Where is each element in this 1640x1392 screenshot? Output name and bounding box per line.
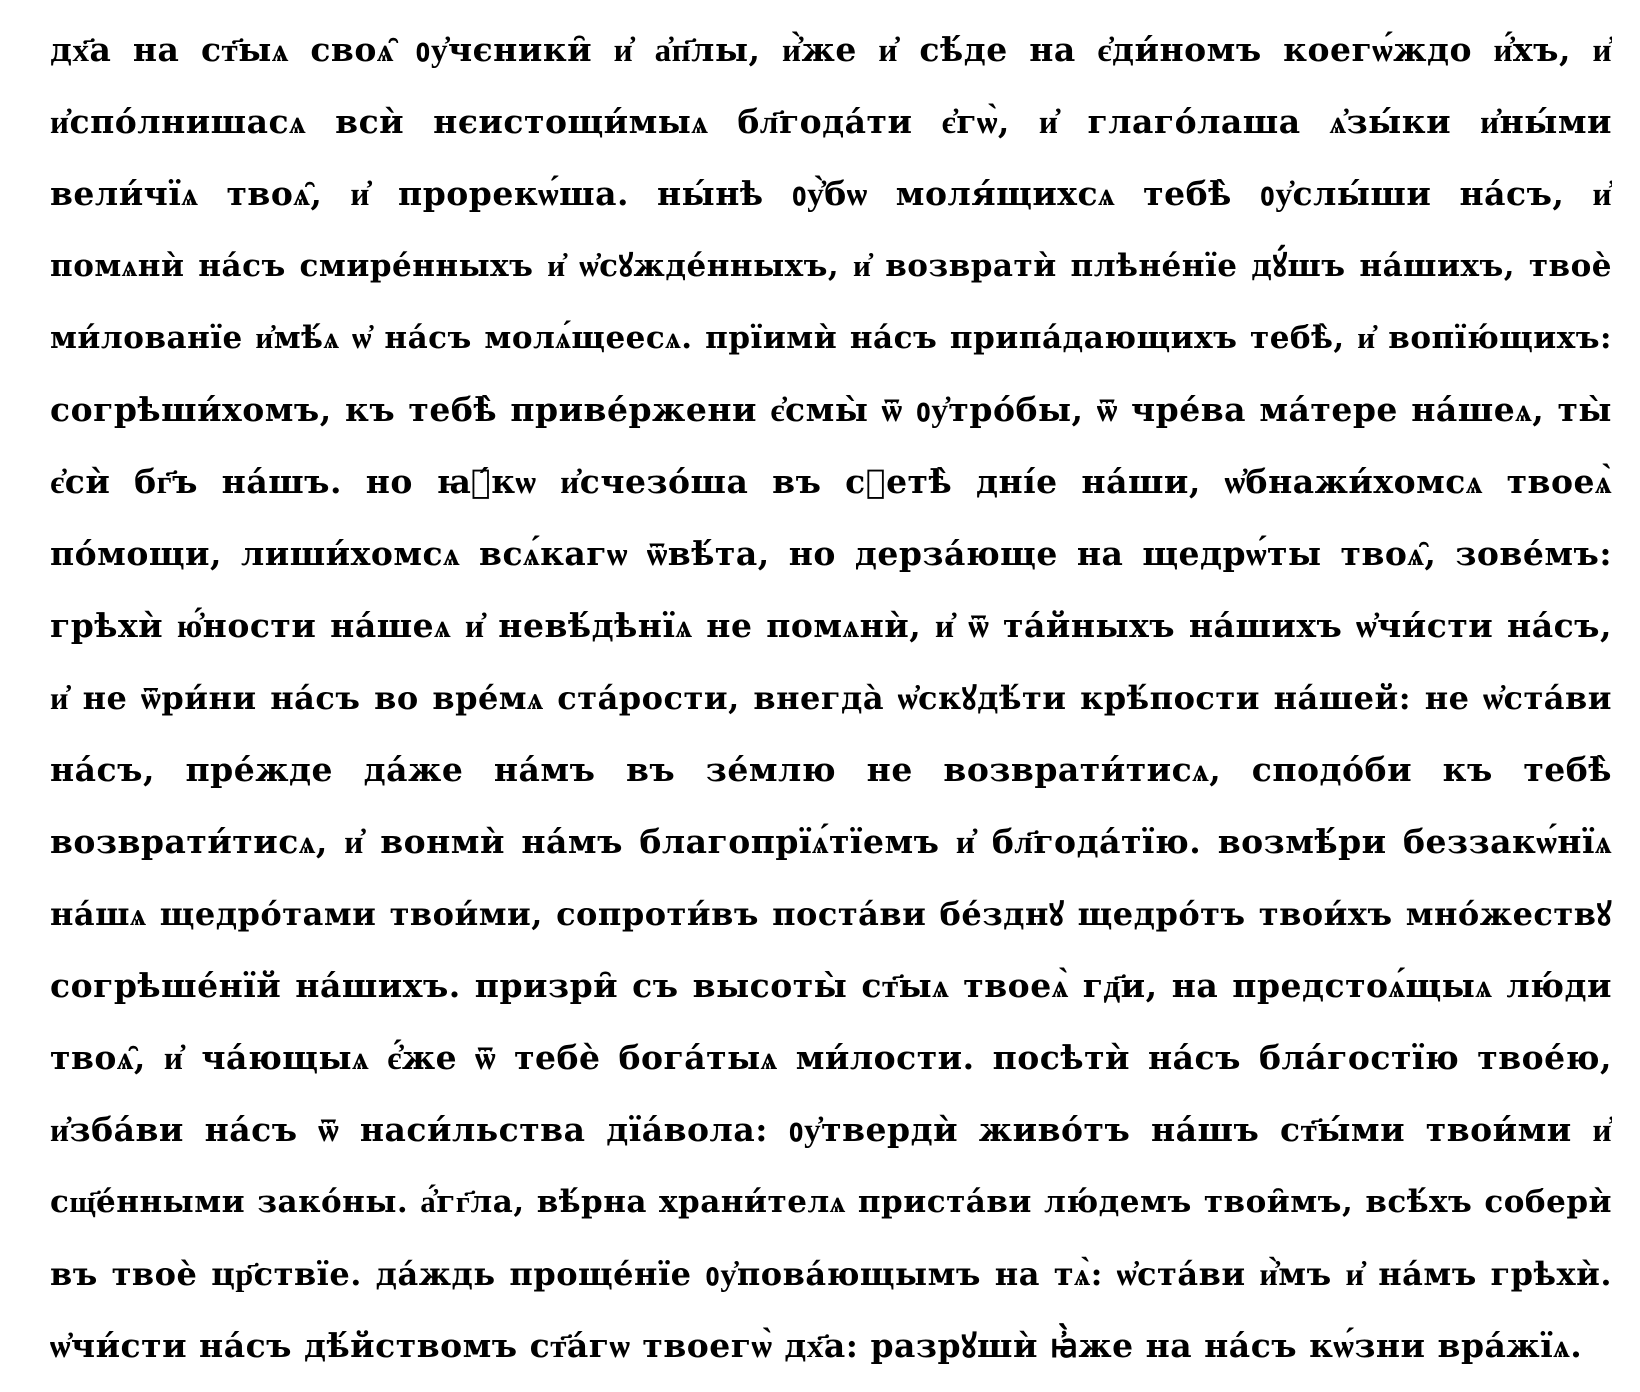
text-line: є҆сѝ бг҃ъ на́шъ. но ꙗ҆́кѡ и҆счезо́ша въ сꙋетѣ̀ дні́е на́ши, ѡ҆бнажи́хомсѧ твоеѧ̀ xyxy=(50,462,1612,501)
text-line: возврати́тисѧ, и҆ вонмѝ на́мъ благопрїѧ́тїемъ и҆ бл҃года́тїю. возмѣ́ри беззакѡ́нїѧ xyxy=(50,822,1612,861)
text-line: и҆спо́лнишасѧ всѝ нєистощи́мыѧ бл҃года́ти є҆гѡ̀, и҆ глаго́лаша ѧ҆зы́ки и҆ны́ми xyxy=(50,102,1612,141)
text-line: ми́лованїе и҆мѣ́ѧ ѡ҆ на́съ молѧ́щеесѧ. прїимѝ на́съ припа́дающихъ тебѣ̀, и҆ вопїю́щихъ: xyxy=(50,320,1612,356)
text-line: и҆ не ѿри́ни на́съ во вре́мѧ ста́рости, внегда̀ ѡ҆скꙋдѣ́ти крѣ́пости на́шей: не ѡ҆ста́ви xyxy=(50,679,1612,717)
text-line: на́съ, пре́жде да́же на́мъ въ зе́млю не возврати́тисѧ, сподо́би къ тебѣ̀ xyxy=(50,750,1612,789)
text-line: твоѧ̑, и҆ ча́ющыѧ є҆́же ѿ тебѐ бога́тыѧ ми́лости. посѣтѝ на́съ бла́гостїю твое́ю, xyxy=(50,1038,1612,1077)
text-line: вели́чїѧ твоѧ̑, и҆ прорекѡ́ша. ны́нѣ ᲂу҆̀бѡ моля́щихсѧ тебѣ̀ ᲂу҆слы́ши на́съ, и҆ xyxy=(50,174,1612,213)
text-line: и҆зба́ви на́съ ѿ наси́льства дїа́вола: ᲂу҆твердѝ живо́тъ на́шъ ст҃ы́ми твои́ми и҆ xyxy=(50,1110,1612,1149)
text-line: согрѣше́нїй на́шихъ. призри̑ съ высоты̀ ст҃ыѧ твоеѧ̀ гд҃и, на предстоѧ́щыѧ лю́ди xyxy=(50,966,1612,1005)
text-line: согрѣши́хомъ, къ тебѣ̀ приве́ржени є҆смы̀ ѿ ᲂу҆тро́бы, ѿ чре́ва ма́тере на́шеѧ, ты̀ xyxy=(50,390,1612,429)
text-line: сщ҃е́нными зако́ны. а҆́гг҃ла, вѣ́рна храни́телѧ приста́ви лю́демъ твои̑мъ, всѣ́хъ соберѝ xyxy=(50,1184,1612,1220)
prayer-text-block xyxy=(50,14,1612,1382)
text-line: дх҃а на ст҃ыѧ своѧ̑ ᲂу҆чєники̑ и҆ а҆п҃лы, и҆̀же и҆ сѣ́де на є҆ди́номъ коегѡ́ждо и҆́хъ, и҆ xyxy=(50,30,1612,69)
text-line: по́мощи, лиши́хомсѧ всѧ́кагѡ ѿвѣ́та, но дерза́юще на щедрѡ́ты твоѧ̑, зове́мъ: xyxy=(50,534,1612,573)
text-line: помѧнѝ на́съ смире́нныхъ и҆ ѡ҆сꙋжде́нныхъ, и҆ возвратѝ плѣне́нїе дꙋ́шъ на́шихъ, твоѐ xyxy=(50,248,1612,284)
text-line: на́шѧ щедро́тами твои́ми, сопроти́въ поста́ви бе́зднꙋ щедро́тъ твои́хъ мно́жествꙋ xyxy=(50,895,1612,933)
text-line: грѣхѝ ю҆́ности на́шеѧ и҆ невѣ́дѣнїѧ не помѧнѝ, и҆ ѿ та́йныхъ на́шихъ ѡ҆чи́сти на́съ, xyxy=(50,606,1612,645)
text-line: въ твоѐ цр҃ствїе. да́ждь проще́нїе ᲂу҆пова́ющымъ на тѧ̀: ѡ҆ста́ви и҆̀мъ и҆ на́мъ грѣхѝ. xyxy=(50,1255,1612,1293)
text-line: ѡ҆чи́сти на́съ дѣ́йствомъ ст҃а́гѡ твоегѡ̀ дх҃а: разрꙋшѝ ꙗ҆̀же на на́съ кѡ́зни вра́жїѧ. xyxy=(50,1326,1583,1365)
